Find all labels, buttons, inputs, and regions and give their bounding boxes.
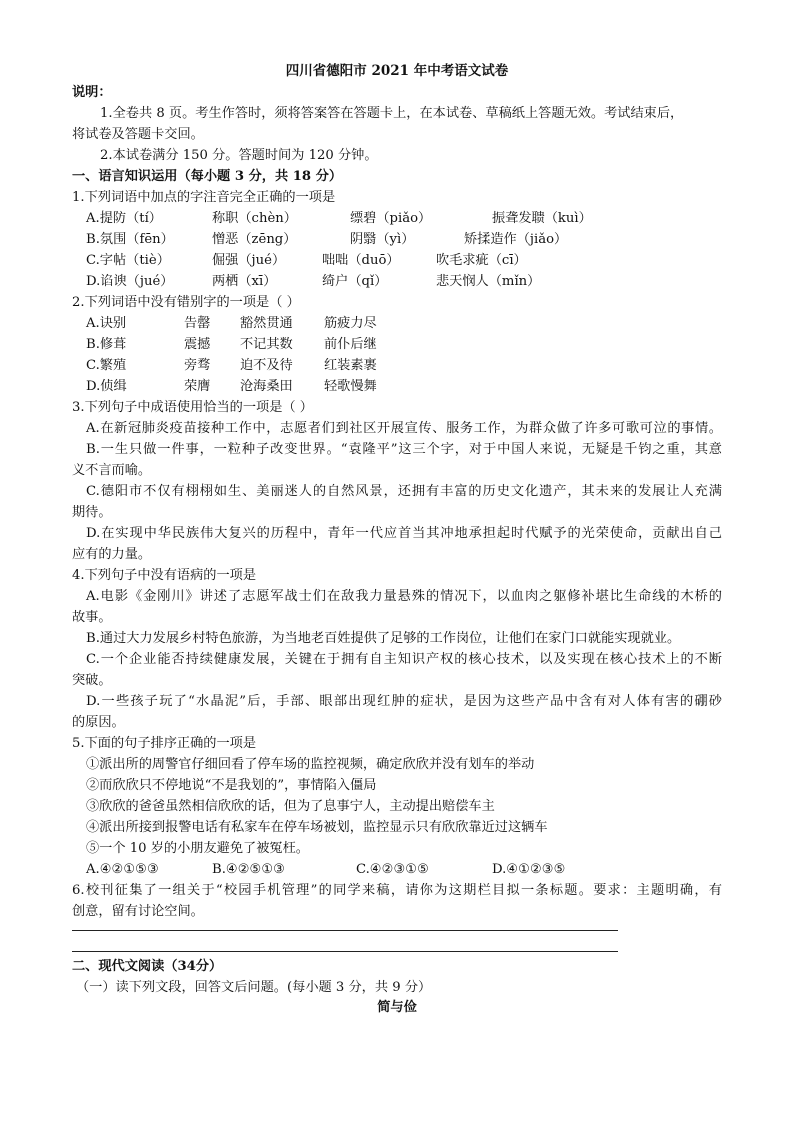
note-1-line-2: 将试卷及答题卡交回。 bbox=[72, 127, 204, 142]
q1-c-1: C.字帖（tiè） bbox=[86, 253, 170, 268]
q5-option-c: C.④②③①⑤ bbox=[356, 862, 429, 877]
q3-option-a: A.在新冠肺炎疫苗接种工作中，志愿者们到社区开展宣传、服务工作，为群众做了许多可歌可泣的事情。 bbox=[86, 421, 722, 436]
q1-d-4: 悲天悯人（mǐn） bbox=[436, 274, 541, 289]
q3-stem: 3.下列句子中成语使用恰当的一项是（ ） bbox=[72, 400, 313, 415]
answer-line bbox=[72, 930, 618, 931]
q5-sentence-5: ⑤一个 10 岁的小朋友避免了被冤枉。 bbox=[86, 841, 309, 856]
q1-stem: 1.下列词语中加点的字注音完全正确的一项是 bbox=[72, 190, 336, 205]
q4-option-b: B.通过大力发展乡村特色旅游，为当地老百姓提供了足够的工作岗位，让他们在家门口就能实现就业。 bbox=[86, 631, 681, 646]
q2-c-3: 迫不及待 bbox=[240, 358, 293, 373]
q5-option-a: A.④②①⑤③ bbox=[86, 862, 159, 877]
q1-a-2: 称职（chèn） bbox=[212, 211, 297, 226]
q1-b-3: 阴翳（yì） bbox=[350, 232, 415, 247]
q5-sentence-1: ①派出所的周警官仔细回看了停车场的监控视频，确定欣欣并没有划车的举动 bbox=[86, 757, 535, 772]
q1-b-1: B.氛围（fēn） bbox=[86, 232, 174, 247]
q4-option-a-line-1: A.电影《金刚川》讲述了志愿军战士们在敌我力量悬殊的情况下，以血肉之躯修补堪比生命线的木桥的 bbox=[86, 589, 722, 604]
q2-d-2: 荣膺 bbox=[184, 379, 211, 394]
q2-d-3: 沧海桑田 bbox=[240, 379, 293, 394]
section-2-heading: 二、现代文阅读（34分） bbox=[72, 959, 223, 974]
article-title: 简与俭 bbox=[377, 1000, 417, 1015]
q2-c-2: 旁骛 bbox=[184, 358, 211, 373]
q1-a-3: 缥碧（piǎo） bbox=[350, 211, 432, 226]
section-1-heading: 一、语言知识运用（每小题 3 分，共 18 分） bbox=[72, 169, 343, 184]
q3-option-c-line-1: C.德阳市不仅有栩栩如生、美丽迷人的自然风景，还拥有丰富的历史文化遗产，其未来的发展让人充满 bbox=[86, 484, 722, 499]
q2-c-1: C.繁殖 bbox=[86, 358, 127, 373]
q5-sentence-4: ④派出所接到报警电话有私家车在停车场被划，监控显示只有欣欣靠近过这辆车 bbox=[86, 820, 548, 835]
q1-d-1: D.谄谀（jué） bbox=[86, 274, 174, 289]
q2-a-2: 告罄 bbox=[184, 316, 211, 331]
q1-b-4: 矫揉造作（jiǎo） bbox=[464, 232, 568, 247]
q4-option-c-line-1: C.一个企业能否持续健康发展，关键在于拥有自主知识产权的核心技术，以及实现在核心技术上的不断 bbox=[86, 652, 722, 667]
q2-b-1: B.修葺 bbox=[86, 337, 127, 352]
notes-heading: 说明： bbox=[72, 85, 112, 100]
q2-a-1: A.诀别 bbox=[86, 316, 127, 331]
q2-a-4: 筋疲力尽 bbox=[324, 316, 377, 331]
note-1-line-1: 1.全卷共 8 页。考生作答时，须将答案答在答题卡上，在本试卷、草稿纸上答题无效。考试结束后， bbox=[100, 106, 684, 121]
q2-d-1: D.侦缉 bbox=[86, 379, 127, 394]
q2-c-4: 红装素裹 bbox=[324, 358, 377, 373]
q1-d-3: 绮户（qǐ） bbox=[322, 274, 388, 289]
q5-sentence-3: ③欣欣的爸爸虽然相信欣欣的话，但为了息事宁人，主动提出赔偿车主 bbox=[86, 799, 495, 814]
q1-c-3: 咄咄（duō） bbox=[322, 253, 400, 268]
q1-a-4: 振聋发聩（kuì） bbox=[492, 211, 592, 226]
q3-option-b-line-1: B.一生只做一件事，一粒种子改变世界。“袁隆平”这三个字，对于中国人来说，无疑是千钧之重，其意 bbox=[86, 442, 722, 457]
q1-b-2: 憎恶（zēng） bbox=[212, 232, 297, 247]
q4-option-d-line-2: 的原因。 bbox=[72, 715, 125, 730]
q3-option-b-line-2: 义不言而喻。 bbox=[72, 463, 152, 478]
q5-sentence-2: ②而欣欣只不停地说“不是我划的”，事情陷入僵局 bbox=[86, 778, 377, 793]
q3-option-d-line-1: D.在实现中华民族伟大复兴的历程中，青年一代应首当其冲地承担起时代赋予的光荣使命，贡献出自己 bbox=[86, 526, 722, 541]
q5-option-d: D.④①②③⑤ bbox=[492, 862, 566, 877]
q1-d-2: 两栖（xī） bbox=[212, 274, 277, 289]
q2-a-3: 豁然贯通 bbox=[240, 316, 293, 331]
q1-c-2: 倔强（jué） bbox=[212, 253, 286, 268]
q5-option-b: B.④②⑤①③ bbox=[212, 862, 285, 877]
exam-title: 四川省德阳市 2021 年中考语文试卷 bbox=[285, 63, 509, 79]
q2-b-2: 震撼 bbox=[184, 337, 211, 352]
q4-option-d-line-1: D.一些孩子玩了“水晶泥”后，手部、眼部出现红肿的症状，是因为这些产品中含有对人体有害的硼砂 bbox=[86, 694, 722, 709]
section-2-sub-heading: （一）读下列文段，回答文后问题。(每小题 3 分，共 9 分） bbox=[76, 980, 432, 995]
q2-d-4: 轻歌慢舞 bbox=[324, 379, 377, 394]
q4-option-c-line-2: 突破。 bbox=[72, 673, 112, 688]
q1-c-4: 吹毛求疵（cī） bbox=[436, 253, 527, 268]
q4-stem: 4.下列句子中没有语病的一项是 bbox=[72, 568, 257, 583]
q6-stem-line-2: 创意，留有讨论空间。 bbox=[72, 904, 204, 919]
answer-line bbox=[72, 951, 618, 952]
q2-b-3: 不记其数 bbox=[240, 337, 293, 352]
q3-option-d-line-2: 应有的力量。 bbox=[72, 547, 152, 562]
q6-stem-line-1: 6.校刊征集了一组关于“校园手机管理”的同学来稿，请你为这期栏目拟一条标题。要求：主题明确，有 bbox=[72, 883, 722, 898]
q5-stem: 5.下面的句子排序正确的一项是 bbox=[72, 736, 257, 751]
q2-b-4: 前仆后继 bbox=[324, 337, 377, 352]
q3-option-c-line-2: 期待。 bbox=[72, 505, 112, 520]
note-2: 2.本试卷满分 150 分。答题时间为 120 分钟。 bbox=[100, 148, 378, 163]
q2-stem: 2.下列词语中没有错别字的一项是（ ） bbox=[72, 295, 300, 310]
q4-option-a-line-2: 故事。 bbox=[72, 610, 112, 625]
q1-a-1: A.提防（tí） bbox=[86, 211, 162, 226]
